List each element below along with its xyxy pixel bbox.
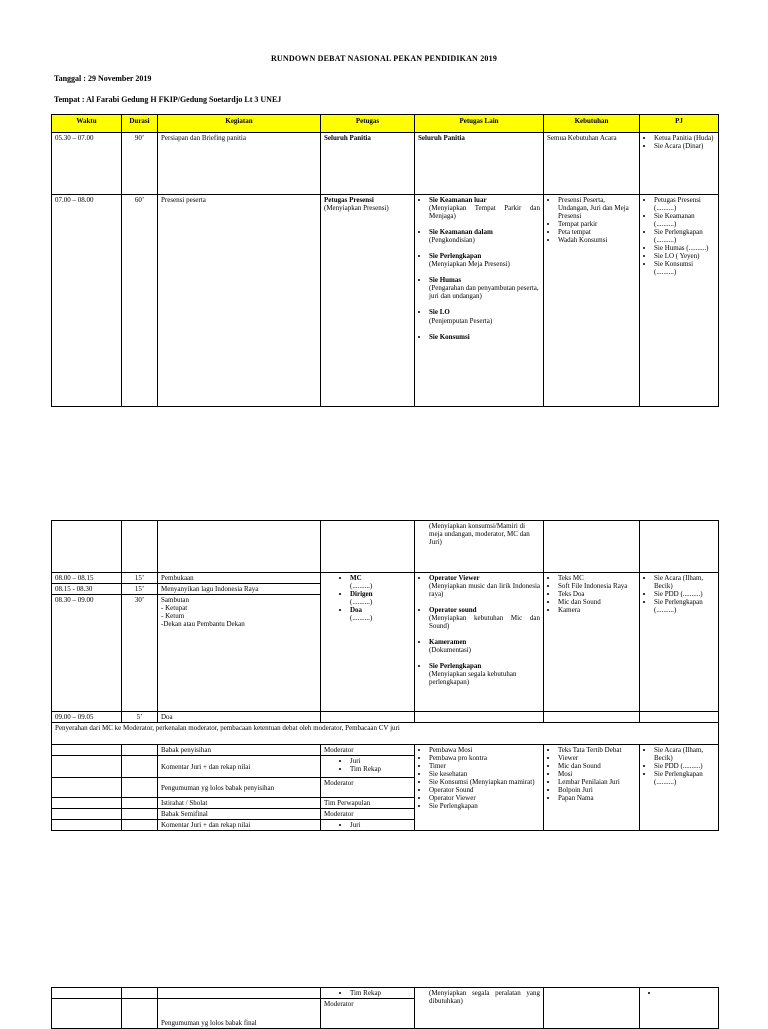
list-item: • Pembawa Mosi (429, 746, 540, 754)
kegiatan-cell: Pembukaan (158, 573, 321, 584)
petugas-cell (321, 521, 415, 573)
list-item (429, 574, 540, 598)
pj-cell (640, 573, 719, 712)
list-item: • Sie Konsumsi (Menyiapkan mamirat) (429, 778, 540, 786)
item-title: Sie Keamanan dalam (429, 228, 493, 237)
header-petugas-lain: Petugas Lain (415, 115, 544, 133)
petugas-cell: Seluruh Panitia (321, 133, 415, 195)
list-item: • Sie Perlengkapan (..........) (654, 770, 715, 786)
list-item (429, 308, 540, 324)
petugas-cell (321, 573, 415, 712)
durasi-cell (122, 521, 158, 573)
list-item: • Sie LO ( Yeyen) (654, 252, 715, 260)
pj-cell (640, 988, 719, 1029)
kegiatan-cell: Menyanyikan lagu Indonesia Raya (158, 584, 321, 595)
item-desc: (..........) (350, 598, 373, 607)
item-title: Sie LO (429, 308, 450, 317)
table-row (52, 988, 719, 999)
list-item (659, 989, 715, 997)
list-item: • Soft File Indonesia Raya (558, 582, 636, 590)
item-desc: (Menyiapkan kebutuhan Mic dan Sound) (429, 614, 540, 631)
list-item: • Juri (350, 757, 411, 765)
list-item: • Sie Perlengkapan (429, 802, 540, 810)
item-title: Operator sound (429, 606, 477, 615)
span-row-cell: Penyerahan dari MC ke Moderator, perkenalan moderator, pembacaan ketentuan debat oleh moderator, Pembacaan CV juri (52, 723, 719, 745)
pj-cell (640, 195, 719, 407)
pj-cell (640, 521, 719, 573)
kegiatan-cell: Presensi peserta (158, 195, 321, 407)
list-item (350, 574, 411, 590)
item-title: Dirigen (350, 590, 373, 599)
item-desc: (Penjemputan Peserta) (429, 316, 493, 325)
list-item: • Mic dan Sound (558, 598, 636, 606)
list-item: • Wadah Konsumsi (558, 236, 636, 244)
durasi-cell: 90’ (122, 133, 158, 195)
petugas-lain-cell (415, 745, 544, 831)
list-item: • Tim Rekap (350, 765, 411, 773)
list-item: • Sie Acara (Ilham, Becik) (654, 746, 715, 762)
item-title: Sie Keamanan luar (429, 196, 487, 204)
kegiatan-cell: Komentar Juri + dan rekap nilai (158, 756, 321, 778)
durasi-cell: 30’ (122, 595, 158, 712)
rundown-table-page1 (51, 114, 719, 407)
petugas-cell (321, 195, 415, 407)
document-title: RUNDOWN DEBAT NASIONAL PEKAN PENDIDIKAN 2019 (270, 54, 498, 63)
durasi-cell (122, 999, 158, 1029)
waktu-cell (52, 778, 122, 798)
durasi-cell (122, 988, 158, 999)
kebutuhan-cell (544, 745, 640, 831)
kegiatan-cell: Pengumuman yg lolos babak final (158, 999, 321, 1029)
waktu-cell: 08.15 - 08.30 (52, 584, 122, 595)
kebutuhan-cell (544, 573, 640, 712)
durasi-cell: 15’ (122, 584, 158, 595)
waktu-cell: 05.30 – 07.00 (52, 133, 122, 195)
item-desc: (Dokumentasi) (429, 646, 471, 655)
rundown-table-page2 (51, 520, 719, 831)
pj-cell (640, 745, 719, 831)
petugas-title: Petugas Presensi (324, 196, 374, 204)
header-kegiatan: Kegiatan (158, 115, 321, 133)
petugas-cell: Moderator (321, 778, 415, 798)
durasi-cell (122, 798, 158, 809)
list-item: • Peta tempat (558, 228, 636, 236)
venue-line: Tempat : Al Farabi Gedung H FKIP/Gedung Soetardjo Lt 3 UNEJ (54, 95, 282, 104)
durasi-cell (122, 778, 158, 798)
durasi-cell: 5’ (122, 712, 158, 723)
item-desc: (..........) (350, 614, 373, 623)
kegiatan-cell: Pengumuman yg lolos babak penyisihan (158, 778, 321, 798)
durasi-cell (122, 820, 158, 831)
list-item (429, 333, 540, 341)
item-desc: (Pengarahan dan penyambutan peserta, juri dan undangan) (429, 284, 539, 301)
list-item: • Sie PDD (..........) (654, 762, 715, 770)
table-row (52, 745, 719, 756)
list-item: • Tim Rekap (350, 989, 411, 997)
waktu-cell (52, 521, 122, 573)
rundown-table-page3 (51, 987, 719, 1029)
petugas-lain-cell: Seluruh Panitia (415, 133, 544, 195)
list-item: • Ketua Panitia (Huda) (654, 134, 715, 142)
list-item: • Tempat parkir (558, 220, 636, 228)
list-item: • Pembawa pro kontra (429, 754, 540, 762)
list-item (350, 590, 411, 606)
item-desc: (Menyiapkan segala kebutuhan perlengkapan) (429, 670, 517, 687)
list-item: • Sie Perlengkapan (..........) (654, 598, 715, 614)
petugas-desc: (Menyiapkan Presensi) (324, 204, 389, 213)
kegiatan-cell: Sambutan - Ketupat - Ketum -Dekan atau Pembantu Dekan (158, 595, 321, 712)
kegiatan-cell: Istirahat / Sholat (158, 798, 321, 809)
list-item: • Sie Humas (..........) (654, 244, 715, 252)
item-title: Sie Perlengkapan (429, 252, 482, 261)
list-item: • Sie Konsumsi (..........) (654, 260, 715, 276)
waktu-cell: 07.00 – 08.00 (52, 195, 122, 407)
kebutuhan-cell: Semua Kebutuhan Acara (544, 133, 640, 195)
durasi-cell (122, 745, 158, 756)
list-item (429, 228, 540, 244)
waktu-cell (52, 745, 122, 756)
header-kebutuhan: Kebutuhan (544, 115, 640, 133)
list-item (429, 196, 540, 220)
kebutuhan-cell (544, 712, 640, 723)
list-item: • Mic dan Sound (558, 762, 636, 770)
list-item (429, 252, 540, 268)
pj-cell (640, 712, 719, 723)
durasi-cell (122, 756, 158, 778)
kegiatan-cell: Komentar Juri + dan rekap nilai (158, 820, 321, 831)
list-item: • Teks MC (558, 574, 636, 582)
petugas-cell (321, 988, 415, 999)
kegiatan-cell: Persiapan dan Briefing panitia (158, 133, 321, 195)
table-row (52, 133, 719, 195)
list-item: • Sie PDD (..........) (654, 590, 715, 598)
header-waktu: Waktu (52, 115, 122, 133)
kebutuhan-cell (544, 521, 640, 573)
list-item: • Mosi (558, 770, 636, 778)
kegiatan-cell: Babak penyisihan (158, 745, 321, 756)
list-item: • Sie Keamanan (..........) (654, 212, 715, 228)
header-row (52, 115, 719, 133)
header-pj: PJ (640, 115, 719, 133)
durasi-cell (122, 809, 158, 820)
waktu-cell: 08.30 – 09.00 (52, 595, 122, 712)
petugas-lain-cell: (Menyiapkan segala peralatan yang dibutuhkan) (415, 988, 544, 1029)
list-item: • Papan Nama (558, 794, 636, 802)
list-item: • Sie Perlengkapan (..........) (654, 228, 715, 244)
kegiatan-cell (158, 521, 321, 573)
list-item: • Operator Sound (429, 786, 540, 794)
list-item: • Teks Tata Tertib Debat (558, 746, 636, 754)
table-row (52, 573, 719, 584)
petugas-cell: Moderator (321, 745, 415, 756)
kegiatan-cell: Doa (158, 712, 321, 723)
table-row (52, 195, 719, 407)
petugas-lain-cell: (Menyiapkan konsumsi/Mamiri di meja undangan, moderator, MC dan Juri) (415, 521, 544, 573)
list-item: • Operator Viewer (429, 794, 540, 802)
item-title: Operator Viewer (429, 574, 480, 582)
waktu-cell: 09.00 – 09.05 (52, 712, 122, 723)
item-desc: (..........) (350, 582, 373, 591)
item-title: Sie Konsumsi (429, 332, 470, 341)
petugas-cell: Moderator (321, 809, 415, 820)
waktu-cell (52, 820, 122, 831)
petugas-cell (321, 756, 415, 778)
list-item: • Bolpoin Juri (558, 786, 636, 794)
date-line: Tanggal : 29 November 2019 (54, 74, 152, 83)
list-item (429, 662, 540, 686)
list-item: • Sie kesehatan (429, 770, 540, 778)
petugas-lain-cell (415, 195, 544, 407)
kegiatan-cell (158, 988, 321, 999)
petugas-cell: Tim Perwapulan (321, 798, 415, 809)
durasi-cell: 60’ (122, 195, 158, 407)
list-item (429, 276, 540, 300)
kebutuhan-cell (544, 988, 640, 1029)
item-title: Doa (350, 606, 363, 615)
header-petugas: Petugas (321, 115, 415, 133)
petugas-cell (321, 712, 415, 723)
waktu-cell (52, 988, 122, 999)
item-title: Kameramen (429, 638, 467, 647)
waktu-cell (52, 798, 122, 809)
list-item: • Petugas Presensi (..........) (654, 196, 715, 212)
list-item: • Lembar Penilaian Juri (558, 778, 636, 786)
waktu-cell (52, 756, 122, 778)
list-item: • Kamera (558, 606, 636, 614)
petugas-cell (321, 820, 415, 831)
pj-cell (640, 133, 719, 195)
petugas-cell: Moderator (321, 999, 415, 1029)
table-row (52, 723, 719, 745)
waktu-cell: 08.00 – 08.15 (52, 573, 122, 584)
kebutuhan-cell (544, 195, 640, 407)
waktu-cell (52, 999, 122, 1029)
petugas-lain-cell (415, 712, 544, 723)
petugas-lain-cell (415, 573, 544, 712)
list-item: • Sie Acara (Ilham, Becik) (654, 574, 715, 590)
item-desc: (Menyiapkan music dan lirik Indonesia raya) (429, 582, 540, 599)
item-desc: (Menyiapkan Tempat Parkir dan Menjaga) (429, 204, 540, 221)
list-item (429, 606, 540, 630)
item-desc: (Pengkondisian) (429, 236, 475, 245)
header-durasi: Durasi (122, 115, 158, 133)
durasi-cell: 15’ (122, 573, 158, 584)
item-title: MC (350, 574, 362, 582)
list-item: • Teks Doa (558, 590, 636, 598)
kegiatan-cell: Babak Semifinal (158, 809, 321, 820)
table-row (52, 521, 719, 573)
list-item: • Timer (429, 762, 540, 770)
waktu-cell (52, 809, 122, 820)
item-title: Sie Humas (429, 276, 462, 285)
list-item (429, 638, 540, 654)
list-item: • Sie Acara (Dinar) (654, 142, 715, 150)
list-item: • Presensi Peserta, Undangan, Juri dan Meja Presensi (558, 196, 636, 220)
list-item: • Juri (350, 821, 411, 829)
list-item (350, 606, 411, 622)
list-item: • Viewer (558, 754, 636, 762)
item-title: Sie Perlengkapan (429, 662, 482, 671)
item-desc: (Menyiapkan Meja Presensi) (429, 260, 510, 269)
table-row (52, 712, 719, 723)
